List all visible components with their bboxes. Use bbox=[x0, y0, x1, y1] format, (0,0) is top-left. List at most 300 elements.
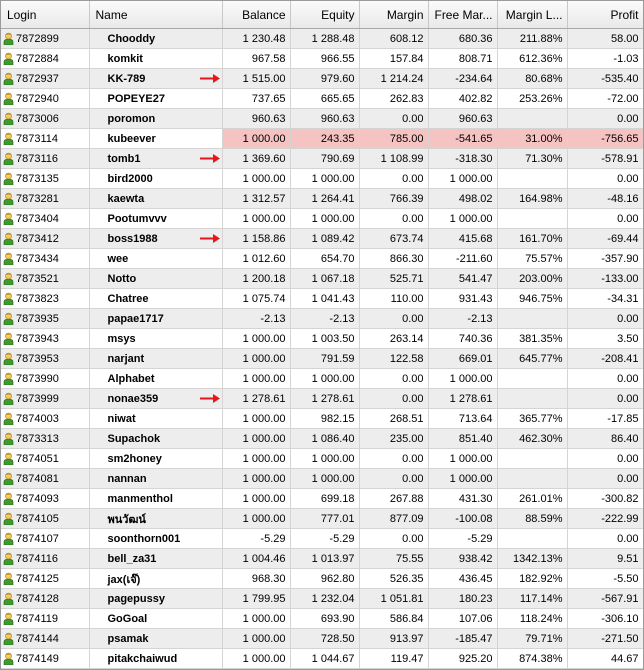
profit-cell[interactable]: -300.82 bbox=[567, 489, 643, 509]
free-margin-cell[interactable]: 960.63 bbox=[428, 109, 497, 129]
login-cell[interactable] bbox=[1, 509, 89, 529]
login-cell[interactable] bbox=[1, 409, 89, 429]
name-cell[interactable]: Notto bbox=[89, 269, 222, 289]
balance-cell[interactable] bbox=[222, 329, 290, 349]
free-margin-cell[interactable]: 1 000.00 bbox=[428, 449, 497, 469]
balance-cell[interactable] bbox=[222, 429, 290, 449]
profit-cell[interactable]: 0.00 bbox=[567, 449, 643, 469]
balance-cell[interactable] bbox=[222, 309, 290, 329]
equity-cell[interactable]: 654.70 bbox=[290, 249, 359, 269]
name-cell[interactable]: Chatree bbox=[89, 289, 222, 309]
equity-cell[interactable]: 1 089.42 bbox=[290, 229, 359, 249]
equity-cell[interactable]: 960.63 bbox=[290, 109, 359, 129]
free-margin-cell[interactable]: 925.20 bbox=[428, 649, 497, 669]
login-cell[interactable] bbox=[1, 229, 89, 249]
free-margin-cell[interactable]: -234.64 bbox=[428, 69, 497, 89]
login-cell[interactable] bbox=[1, 289, 89, 309]
balance-cell[interactable] bbox=[222, 269, 290, 289]
margin-level-cell[interactable]: 1342.13% bbox=[497, 549, 567, 569]
free-margin-cell[interactable]: 808.71 bbox=[428, 49, 497, 69]
free-margin-cell[interactable]: 1 278.61 bbox=[428, 389, 497, 409]
margin-level-cell[interactable]: 211.88% bbox=[497, 29, 567, 49]
free-margin-cell[interactable]: 107.06 bbox=[428, 609, 497, 629]
margin-level-cell[interactable] bbox=[497, 469, 567, 489]
login-cell[interactable] bbox=[1, 349, 89, 369]
login-cell[interactable] bbox=[1, 209, 89, 229]
margin-cell[interactable]: 0.00 bbox=[359, 309, 428, 329]
free-margin-cell[interactable]: -2.13 bbox=[428, 309, 497, 329]
login-cell[interactable] bbox=[1, 429, 89, 449]
login-cell[interactable] bbox=[1, 269, 89, 289]
margin-level-cell[interactable]: 182.92% bbox=[497, 569, 567, 589]
profit-cell[interactable]: -69.44 bbox=[567, 229, 643, 249]
profit-cell[interactable]: 0.00 bbox=[567, 169, 643, 189]
equity-cell[interactable]: 699.18 bbox=[290, 489, 359, 509]
name-cell[interactable]: niwat bbox=[89, 409, 222, 429]
margin-cell[interactable]: 785.00 bbox=[359, 129, 428, 149]
margin-cell[interactable]: 766.39 bbox=[359, 189, 428, 209]
free-margin-cell[interactable]: 541.47 bbox=[428, 269, 497, 289]
login-cell[interactable] bbox=[1, 89, 89, 109]
margin-cell[interactable]: 0.00 bbox=[359, 109, 428, 129]
margin-cell[interactable]: 0.00 bbox=[359, 389, 428, 409]
name-cell[interactable]: pitakchaiwud bbox=[89, 649, 222, 669]
name-cell[interactable]: komkit bbox=[89, 49, 222, 69]
name-cell[interactable]: kubeever bbox=[89, 129, 222, 149]
balance-cell[interactable] bbox=[222, 629, 290, 649]
free-margin-cell[interactable]: 938.42 bbox=[428, 549, 497, 569]
margin-cell[interactable]: 866.30 bbox=[359, 249, 428, 269]
margin-cell[interactable]: 1 051.81 bbox=[359, 589, 428, 609]
column-header-balance[interactable]: Balance bbox=[222, 1, 290, 29]
margin-level-cell[interactable]: 645.77% bbox=[497, 349, 567, 369]
table-row[interactable] bbox=[1, 589, 643, 609]
balance-cell[interactable] bbox=[222, 89, 290, 109]
name-cell[interactable]: tomb1 bbox=[89, 149, 222, 169]
balance-cell[interactable] bbox=[222, 369, 290, 389]
balance-value: 1 312.57 bbox=[242, 192, 286, 205]
table-row[interactable] bbox=[1, 369, 643, 389]
balance-cell[interactable] bbox=[222, 169, 290, 189]
margin-level-cell[interactable]: 203.00% bbox=[497, 269, 567, 289]
profit-cell[interactable]: 9.51 bbox=[567, 549, 643, 569]
free-margin-cell[interactable]: 740.36 bbox=[428, 329, 497, 349]
margin-cell[interactable]: 110.00 bbox=[359, 289, 428, 309]
balance-cell[interactable] bbox=[222, 389, 290, 409]
balance-cell[interactable] bbox=[222, 49, 290, 69]
profit-cell[interactable]: -1.03 bbox=[567, 49, 643, 69]
balance-cell[interactable] bbox=[222, 129, 290, 149]
name-cell[interactable]: papae1717 bbox=[89, 309, 222, 329]
margin-cell[interactable]: 267.88 bbox=[359, 489, 428, 509]
margin-level-cell[interactable]: 75.57% bbox=[497, 249, 567, 269]
name-cell[interactable]: psamak bbox=[89, 629, 222, 649]
equity-cell[interactable]: 979.60 bbox=[290, 69, 359, 89]
name-cell[interactable]: wee bbox=[89, 249, 222, 269]
login-cell[interactable] bbox=[1, 109, 89, 129]
free-margin-cell[interactable]: -185.47 bbox=[428, 629, 497, 649]
table-row[interactable] bbox=[1, 429, 643, 449]
table-row[interactable] bbox=[1, 309, 643, 329]
balance-cell[interactable] bbox=[222, 649, 290, 669]
profit-cell[interactable]: 0.00 bbox=[567, 529, 643, 549]
table-row[interactable] bbox=[1, 89, 643, 109]
margin-cell[interactable]: 0.00 bbox=[359, 369, 428, 389]
balance-cell[interactable] bbox=[222, 589, 290, 609]
margin-level-cell[interactable]: 462.30% bbox=[497, 429, 567, 449]
free-margin-cell[interactable]: 713.64 bbox=[428, 409, 497, 429]
equity-cell[interactable]: 1 288.48 bbox=[290, 29, 359, 49]
balance-cell[interactable] bbox=[222, 109, 290, 129]
margin-level-cell[interactable]: 161.70% bbox=[497, 229, 567, 249]
table-row[interactable] bbox=[1, 329, 643, 349]
free-margin-cell[interactable]: -318.30 bbox=[428, 149, 497, 169]
table-row[interactable] bbox=[1, 69, 643, 89]
margin-level-cell[interactable] bbox=[497, 109, 567, 129]
margin-cell[interactable]: 122.58 bbox=[359, 349, 428, 369]
equity-cell[interactable]: 243.35 bbox=[290, 129, 359, 149]
margin-cell[interactable]: 75.55 bbox=[359, 549, 428, 569]
name-cell[interactable]: Supachok bbox=[89, 429, 222, 449]
login-cell[interactable] bbox=[1, 29, 89, 49]
table-row[interactable] bbox=[1, 129, 643, 149]
table-row[interactable] bbox=[1, 549, 643, 569]
margin-cell[interactable]: 877.09 bbox=[359, 509, 428, 529]
table-row[interactable] bbox=[1, 409, 643, 429]
equity-cell[interactable]: 791.59 bbox=[290, 349, 359, 369]
profit-cell[interactable]: 58.00 bbox=[567, 29, 643, 49]
balance-cell[interactable] bbox=[222, 29, 290, 49]
login-cell[interactable] bbox=[1, 629, 89, 649]
margin-cell[interactable]: 673.74 bbox=[359, 229, 428, 249]
margin-level-cell[interactable]: 79.71% bbox=[497, 629, 567, 649]
equity-cell[interactable]: -5.29 bbox=[290, 529, 359, 549]
free-margin-cell[interactable]: 498.02 bbox=[428, 189, 497, 209]
free-margin-cell[interactable]: 1 000.00 bbox=[428, 209, 497, 229]
margin-level-cell[interactable]: 80.68% bbox=[497, 69, 567, 89]
profit-cell[interactable]: -306.10 bbox=[567, 609, 643, 629]
profit-cell[interactable]: -535.40 bbox=[567, 69, 643, 89]
login-cell[interactable] bbox=[1, 569, 89, 589]
balance-cell[interactable] bbox=[222, 409, 290, 429]
free-margin-cell[interactable]: 851.40 bbox=[428, 429, 497, 449]
profit-cell[interactable]: -578.91 bbox=[567, 149, 643, 169]
profit-cell[interactable]: 3.50 bbox=[567, 329, 643, 349]
login-cell[interactable] bbox=[1, 309, 89, 329]
table-row[interactable] bbox=[1, 109, 643, 129]
balance-cell[interactable] bbox=[222, 549, 290, 569]
equity-cell[interactable]: 982.15 bbox=[290, 409, 359, 429]
free-margin-cell[interactable]: 931.43 bbox=[428, 289, 497, 309]
profit-cell[interactable]: -48.16 bbox=[567, 189, 643, 209]
name-cell[interactable]: GoGoal bbox=[89, 609, 222, 629]
equity-cell[interactable]: 790.69 bbox=[290, 149, 359, 169]
table-row[interactable] bbox=[1, 529, 643, 549]
margin-level-cell[interactable]: 381.35% bbox=[497, 329, 567, 349]
login-cell[interactable] bbox=[1, 149, 89, 169]
margin-level-cell[interactable] bbox=[497, 529, 567, 549]
login-cell[interactable] bbox=[1, 489, 89, 509]
profit-cell[interactable]: -208.41 bbox=[567, 349, 643, 369]
name-cell[interactable]: boss1988 bbox=[89, 229, 222, 249]
column-header-profit[interactable]: Profit bbox=[567, 1, 643, 29]
balance-cell[interactable] bbox=[222, 509, 290, 529]
margin-cell[interactable]: 0.00 bbox=[359, 469, 428, 489]
name-cell[interactable]: Pootumvvv bbox=[89, 209, 222, 229]
login-cell[interactable] bbox=[1, 169, 89, 189]
name-cell[interactable]: msys bbox=[89, 329, 222, 349]
free-margin-cell[interactable]: -541.65 bbox=[428, 129, 497, 149]
name-cell[interactable]: narjant bbox=[89, 349, 222, 369]
margin-cell[interactable]: 262.83 bbox=[359, 89, 428, 109]
margin-cell[interactable]: 1 214.24 bbox=[359, 69, 428, 89]
free-margin-cell[interactable]: -5.29 bbox=[428, 529, 497, 549]
table-row[interactable] bbox=[1, 169, 643, 189]
table-row[interactable] bbox=[1, 449, 643, 469]
table-row[interactable] bbox=[1, 629, 643, 649]
name-cell[interactable]: bell_za31 bbox=[89, 549, 222, 569]
name-cell[interactable]: bird2000 bbox=[89, 169, 222, 189]
equity-cell[interactable]: 1 000.00 bbox=[290, 449, 359, 469]
login-cell[interactable] bbox=[1, 249, 89, 269]
free-margin-cell[interactable]: 402.82 bbox=[428, 89, 497, 109]
equity-cell[interactable]: 1 232.04 bbox=[290, 589, 359, 609]
margin-cell[interactable]: 0.00 bbox=[359, 209, 428, 229]
free-margin-cell[interactable]: 680.36 bbox=[428, 29, 497, 49]
profit-cell[interactable]: -5.50 bbox=[567, 569, 643, 589]
margin-cell[interactable]: 0.00 bbox=[359, 169, 428, 189]
table-row[interactable] bbox=[1, 149, 643, 169]
login-cell[interactable] bbox=[1, 389, 89, 409]
profit-cell[interactable]: 0.00 bbox=[567, 369, 643, 389]
profit-cell[interactable]: 0.00 bbox=[567, 309, 643, 329]
margin-level-cell[interactable]: 261.01% bbox=[497, 489, 567, 509]
profit-cell[interactable]: -133.00 bbox=[567, 269, 643, 289]
margin-level-cell[interactable] bbox=[497, 169, 567, 189]
profit-cell[interactable]: -567.91 bbox=[567, 589, 643, 609]
equity-cell[interactable]: 1 000.00 bbox=[290, 369, 359, 389]
equity-cell[interactable]: -2.13 bbox=[290, 309, 359, 329]
name-cell[interactable]: sm2honey bbox=[89, 449, 222, 469]
name-cell[interactable]: nonae359 bbox=[89, 389, 222, 409]
balance-cell[interactable] bbox=[222, 569, 290, 589]
name-cell[interactable]: พนวัฒน์ bbox=[89, 509, 222, 529]
profit-cell[interactable]: -34.31 bbox=[567, 289, 643, 309]
margin-level-cell[interactable]: 88.59% bbox=[497, 509, 567, 529]
free-margin-cell[interactable]: -100.08 bbox=[428, 509, 497, 529]
equity-cell[interactable]: 728.50 bbox=[290, 629, 359, 649]
name-cell[interactable]: poromon bbox=[89, 109, 222, 129]
margin-cell[interactable]: 1 108.99 bbox=[359, 149, 428, 169]
column-header-login[interactable]: Login bbox=[1, 1, 89, 29]
equity-cell[interactable]: 1 041.43 bbox=[290, 289, 359, 309]
table-row[interactable] bbox=[1, 229, 643, 249]
balance-cell[interactable] bbox=[222, 69, 290, 89]
name-cell[interactable]: kaewta bbox=[89, 189, 222, 209]
balance-cell[interactable] bbox=[222, 489, 290, 509]
table-row[interactable] bbox=[1, 49, 643, 69]
margin-level-cell[interactable] bbox=[497, 369, 567, 389]
margin-cell[interactable]: 157.84 bbox=[359, 49, 428, 69]
name-cell[interactable]: nannan bbox=[89, 469, 222, 489]
login-cell[interactable] bbox=[1, 589, 89, 609]
margin-cell[interactable]: 608.12 bbox=[359, 29, 428, 49]
column-header-name[interactable]: Name bbox=[89, 1, 222, 29]
margin-cell[interactable]: 0.00 bbox=[359, 449, 428, 469]
margin-level-cell[interactable]: 71.30% bbox=[497, 149, 567, 169]
table-row[interactable] bbox=[1, 649, 643, 669]
balance-cell[interactable] bbox=[222, 209, 290, 229]
margin-cell[interactable]: 263.14 bbox=[359, 329, 428, 349]
table-row[interactable] bbox=[1, 509, 643, 529]
free-margin-cell[interactable]: 180.23 bbox=[428, 589, 497, 609]
balance-cell[interactable] bbox=[222, 289, 290, 309]
login-cell[interactable] bbox=[1, 329, 89, 349]
equity-cell[interactable]: 962.80 bbox=[290, 569, 359, 589]
equity-cell[interactable]: 1 000.00 bbox=[290, 169, 359, 189]
login-cell[interactable] bbox=[1, 649, 89, 669]
balance-cell[interactable] bbox=[222, 189, 290, 209]
balance-cell[interactable] bbox=[222, 449, 290, 469]
profit-cell[interactable]: -17.85 bbox=[567, 409, 643, 429]
equity-cell[interactable]: 693.90 bbox=[290, 609, 359, 629]
profit-cell[interactable]: 0.00 bbox=[567, 109, 643, 129]
margin-cell[interactable]: 0.00 bbox=[359, 529, 428, 549]
margin-cell[interactable]: 586.84 bbox=[359, 609, 428, 629]
login-cell[interactable] bbox=[1, 69, 89, 89]
profit-cell[interactable]: -271.50 bbox=[567, 629, 643, 649]
margin-level-cell[interactable] bbox=[497, 389, 567, 409]
equity-cell[interactable]: 1 067.18 bbox=[290, 269, 359, 289]
equity-cell[interactable]: 1 000.00 bbox=[290, 209, 359, 229]
profit-cell[interactable]: 0.00 bbox=[567, 209, 643, 229]
equity-cell[interactable]: 966.55 bbox=[290, 49, 359, 69]
name-cell[interactable]: soonthorn001 bbox=[89, 529, 222, 549]
margin-level-cell[interactable]: 365.77% bbox=[497, 409, 567, 429]
login-cell[interactable] bbox=[1, 449, 89, 469]
login-value: 7874105 bbox=[16, 513, 59, 525]
table-row[interactable] bbox=[1, 349, 643, 369]
margin-level-cell[interactable]: 612.36% bbox=[497, 49, 567, 69]
margin-level-cell[interactable]: 253.26% bbox=[497, 89, 567, 109]
margin-cell[interactable]: 525.71 bbox=[359, 269, 428, 289]
table-row[interactable] bbox=[1, 469, 643, 489]
equity-cell[interactable]: 1 086.40 bbox=[290, 429, 359, 449]
free-margin-cell[interactable]: 1 000.00 bbox=[428, 469, 497, 489]
user-icon bbox=[3, 412, 14, 425]
free-margin-cell[interactable]: 431.30 bbox=[428, 489, 497, 509]
margin-level-cell[interactable]: 164.98% bbox=[497, 189, 567, 209]
name-cell[interactable]: Alphabet bbox=[89, 369, 222, 389]
equity-cell[interactable]: 665.65 bbox=[290, 89, 359, 109]
margin-level-cell[interactable] bbox=[497, 449, 567, 469]
column-header-free-margin[interactable]: Free Mar... bbox=[428, 1, 497, 29]
balance-cell[interactable] bbox=[222, 229, 290, 249]
login-cell[interactable] bbox=[1, 49, 89, 69]
equity-cell[interactable]: 1 278.61 bbox=[290, 389, 359, 409]
margin-cell[interactable]: 526.35 bbox=[359, 569, 428, 589]
login-cell[interactable] bbox=[1, 609, 89, 629]
table-row[interactable] bbox=[1, 29, 643, 49]
profit-cell[interactable]: 86.40 bbox=[567, 429, 643, 449]
balance-value: 737.65 bbox=[251, 92, 286, 105]
table-row[interactable] bbox=[1, 249, 643, 269]
balance-cell[interactable] bbox=[222, 349, 290, 369]
margin-level-cell[interactable]: 117.14% bbox=[497, 589, 567, 609]
profit-cell[interactable]: -72.00 bbox=[567, 89, 643, 109]
table-row[interactable] bbox=[1, 489, 643, 509]
margin-level-cell[interactable]: 31.00% bbox=[497, 129, 567, 149]
table-row[interactable] bbox=[1, 569, 643, 589]
login-cell[interactable] bbox=[1, 469, 89, 489]
name-cell[interactable]: KK-789 bbox=[89, 69, 222, 89]
free-margin-cell[interactable]: 415.68 bbox=[428, 229, 497, 249]
free-margin-cell[interactable]: 1 000.00 bbox=[428, 369, 497, 389]
balance-cell[interactable] bbox=[222, 149, 290, 169]
free-margin-cell[interactable]: 1 000.00 bbox=[428, 169, 497, 189]
column-header-margin[interactable]: Margin bbox=[359, 1, 428, 29]
margin-cell[interactable]: 235.00 bbox=[359, 429, 428, 449]
table-row[interactable] bbox=[1, 289, 643, 309]
login-cell[interactable] bbox=[1, 529, 89, 549]
profit-cell[interactable]: 44.67 bbox=[567, 649, 643, 669]
balance-cell[interactable] bbox=[222, 529, 290, 549]
column-header-margin-level[interactable]: Margin L... bbox=[497, 1, 567, 29]
free-margin-cell[interactable]: 436.45 bbox=[428, 569, 497, 589]
name-cell[interactable]: jax(เจ๊) bbox=[89, 569, 222, 589]
profit-cell[interactable]: -222.99 bbox=[567, 509, 643, 529]
profit-cell[interactable]: -756.65 bbox=[567, 129, 643, 149]
margin-level-cell[interactable] bbox=[497, 209, 567, 229]
equity-cell[interactable]: 1 000.00 bbox=[290, 469, 359, 489]
table-row[interactable] bbox=[1, 209, 643, 229]
name-cell[interactable]: manmenthol bbox=[89, 489, 222, 509]
equity-cell[interactable]: 1 003.50 bbox=[290, 329, 359, 349]
profit-cell[interactable]: -357.90 bbox=[567, 249, 643, 269]
equity-cell[interactable]: 1 044.67 bbox=[290, 649, 359, 669]
free-margin-cell[interactable]: 669.01 bbox=[428, 349, 497, 369]
profit-cell[interactable]: 0.00 bbox=[567, 469, 643, 489]
table-row[interactable] bbox=[1, 389, 643, 409]
login-cell[interactable] bbox=[1, 549, 89, 569]
balance-cell[interactable] bbox=[222, 469, 290, 489]
balance-cell[interactable] bbox=[222, 609, 290, 629]
login-cell[interactable] bbox=[1, 129, 89, 149]
table-row[interactable] bbox=[1, 269, 643, 289]
name-cell[interactable]: pagepussy bbox=[89, 589, 222, 609]
name-cell[interactable]: Chooddy bbox=[89, 29, 222, 49]
equity-cell[interactable]: 1 013.97 bbox=[290, 549, 359, 569]
equity-cell[interactable]: 777.01 bbox=[290, 509, 359, 529]
margin-level-cell[interactable]: 874.38% bbox=[497, 649, 567, 669]
table-row[interactable] bbox=[1, 189, 643, 209]
column-header-equity[interactable]: Equity bbox=[290, 1, 359, 29]
margin-level-cell[interactable]: 946.75% bbox=[497, 289, 567, 309]
margin-level-cell[interactable] bbox=[497, 309, 567, 329]
login-cell[interactable] bbox=[1, 369, 89, 389]
margin-cell[interactable]: 119.47 bbox=[359, 649, 428, 669]
balance-cell[interactable] bbox=[222, 249, 290, 269]
name-cell[interactable]: POPEYE27 bbox=[89, 89, 222, 109]
margin-cell[interactable]: 268.51 bbox=[359, 409, 428, 429]
equity-cell[interactable]: 1 264.41 bbox=[290, 189, 359, 209]
free-margin-cell[interactable]: -211.60 bbox=[428, 249, 497, 269]
login-cell[interactable] bbox=[1, 189, 89, 209]
margin-cell[interactable]: 913.97 bbox=[359, 629, 428, 649]
profit-cell[interactable]: 0.00 bbox=[567, 389, 643, 409]
table-row[interactable] bbox=[1, 609, 643, 629]
margin-level-cell[interactable]: 118.24% bbox=[497, 609, 567, 629]
